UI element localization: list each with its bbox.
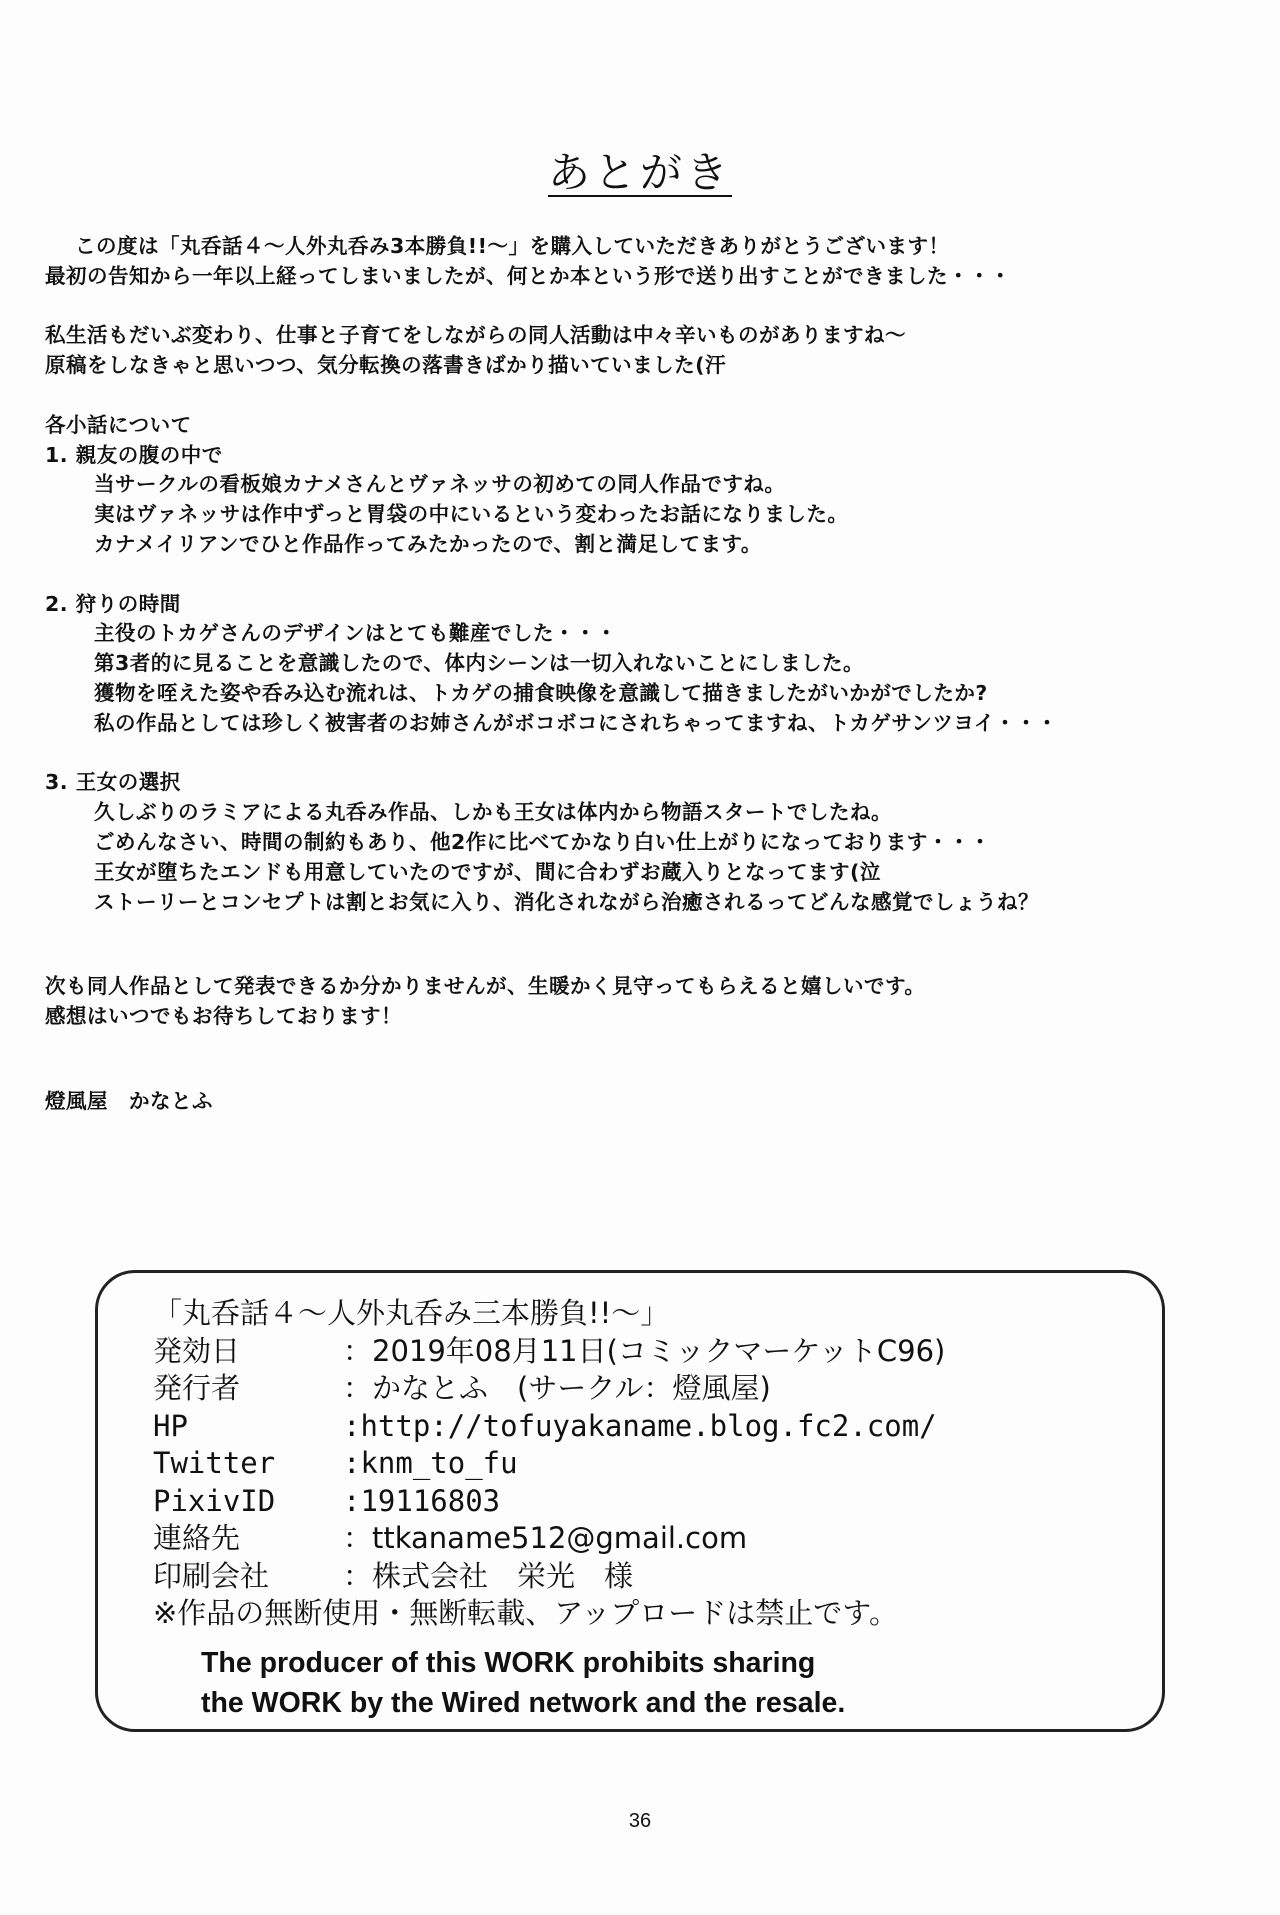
colophon-label: 発効日 (153, 1333, 241, 1368)
colophon-row-pixiv (153, 1483, 945, 1521)
colophon-row-date (153, 1333, 945, 1371)
afterword-heading: あとがき (547, 148, 732, 197)
colophon-label: HP (153, 1408, 188, 1443)
story-title: 3. 王女の選択 (45, 770, 181, 795)
english-notice-line: The producer of this WORK prohibits sharing (201, 1647, 816, 1679)
colophon-value: :19116803 (343, 1483, 501, 1518)
colophon-title: 「丸呑話４～人外丸呑み三本勝負!!～」 (153, 1296, 670, 1330)
colophon-row-contact (153, 1520, 945, 1558)
colophon-notice: ※作品の無断使用・無断転載、アップロードは禁止です。 (153, 1596, 898, 1630)
page-number: 36 (628, 1810, 652, 1832)
colophon-english-notice (201, 1643, 845, 1723)
intro-line: この度は「丸呑話４～人外丸呑み3本勝負!!～」を購入していただきありがとうございます！ (75, 234, 950, 258)
afterword-body (45, 232, 1235, 1117)
life-line: 原稿をしなきゃと思いつつ、気分転換の落書きばかり描いていました(汗 (45, 353, 727, 378)
colophon-label: 連絡先 (153, 1521, 241, 1555)
stories-heading: 各小話について (45, 412, 192, 437)
signature: 燈風屋 かなとふ (45, 1088, 213, 1113)
colophon-value: :http://tofuyakaname.blog.fc2.com/ (343, 1408, 937, 1443)
colophon-value: ：ttkaname512@gmail.com (343, 1521, 748, 1555)
colophon-row-printer (153, 1558, 945, 1596)
story-line: 当サークルの看板娘カナメさんとヴァネッサの初めての同人作品ですね。 (94, 472, 786, 497)
story-line: 獲物を咥えた姿や呑み込む流れは、トカゲの捕食映像を意識して描きましたがいかがでしたか? (94, 680, 988, 705)
colophon-box (95, 1270, 1165, 1732)
colophon-label: PixivID (153, 1483, 276, 1518)
colophon-value: ：2019年08月11日(コミックマーケットC96) (343, 1333, 946, 1368)
life-line: 私生活もだいぶ変わり、仕事と子育てをしながらの同人活動は中々辛いものがありますね～ (45, 323, 906, 348)
colophon-row-hp (153, 1408, 945, 1446)
story-line: 久しぶりのラミアによる丸呑み作品、しかも王女は体内から物語スタートでしたね。 (94, 800, 892, 825)
colophon-rows (153, 1295, 945, 1633)
story-line: 王女が堕ちたエンドも用意していたのですが、間に合わずお蔵入りとなってます(泣 (94, 859, 881, 884)
colophon-label: 印刷会社 (153, 1558, 270, 1593)
story-line: 私の作品としては珍しく被害者のお姉さんがボコボコにされちゃってますね、トカゲサンツヨイ・・・ (94, 710, 1058, 735)
story-line: カナメイリアンでひと作品作ってみたかったので、割と満足してます。 (94, 531, 762, 556)
colophon-row-twitter (153, 1445, 945, 1483)
colophon-value: ：かなとふ (サークル：燈風屋) (343, 1371, 771, 1405)
story-line: 第3者的に見ることを意識したので、体内シーンは一切入れないことにしました。 (94, 651, 864, 676)
story-line: 主役のトカゲさんのデザインはとても難産でした・・・ (94, 621, 617, 646)
closing-line: 感想はいつでもお待ちしております！ (45, 1004, 402, 1029)
intro-line: 最初の告知から一年以上経ってしまいましたが、何とか本という形で送り出すことができました・・・ (45, 263, 1011, 288)
colophon-value: ：株式会社 栄光 様 (343, 1558, 634, 1593)
colophon-row-publisher (153, 1370, 945, 1408)
closing-line: 次も同人作品として発表できるか分かりませんが、生暖かく見守ってもらえると嬉しいです。 (45, 974, 926, 999)
colophon-label: 発行者 (153, 1371, 241, 1405)
english-notice-line: the WORK by the Wired network and the resale. (201, 1687, 846, 1719)
story-title: 1. 親友の腹の中で (45, 442, 223, 467)
story-title: 2. 狩りの時間 (45, 591, 181, 616)
colophon-value: :knm_to_fu (343, 1446, 518, 1480)
colophon-label: Twitter (153, 1446, 276, 1480)
story-line: ストーリーとコンセプトは割とお気に入り、消化されながら治癒されるってどんな感覚でしょうね？ (94, 889, 1039, 914)
story-line: ごめんなさい、時間の制約もあり、他2作に比べてかなり白い仕上がりになっております・・・ (94, 829, 991, 854)
story-line: 実はヴァネッサは作中ずっと胃袋の中にいるという変わったお話になりました。 (94, 502, 849, 527)
